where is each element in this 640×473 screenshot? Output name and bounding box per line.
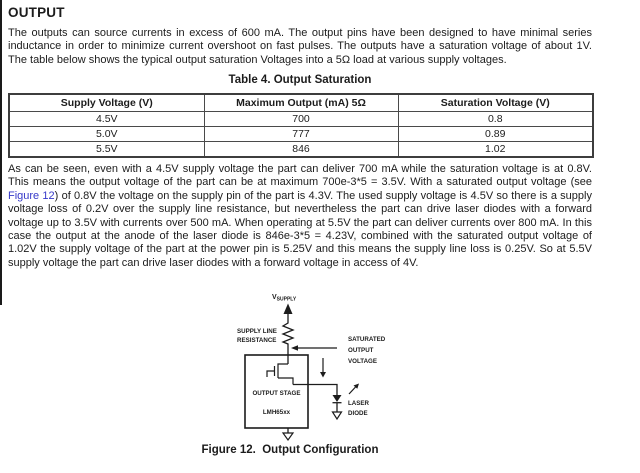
supply-arrow-icon — [284, 304, 293, 315]
part-number-label: LMH65xx — [262, 409, 291, 416]
transistor-icon — [267, 364, 293, 385]
cell-max-output: 700 — [204, 112, 398, 127]
cell-supply-voltage: 5.5V — [9, 142, 204, 158]
supply-line-resistance-label-2: RESISTANCE — [237, 337, 277, 344]
output-configuration-diagram — [220, 288, 420, 442]
ground-arrow-icon — [283, 428, 293, 440]
laser-emission-arrow-icon — [349, 384, 359, 395]
table-row — [9, 127, 593, 142]
figure-caption: Figure 12. Output Configuration — [201, 444, 379, 456]
table-row — [9, 112, 593, 127]
laser-diode-icon — [333, 395, 342, 419]
analysis-paragraph — [8, 163, 592, 270]
cell-supply-voltage: 5.0V — [9, 127, 204, 142]
intro-paragraph: The outputs can source currents in excess of 600 mA. The output pins have been designed to have minimal series inductance in order to minimize current overshoot on fast pulses. The outputs have a saturation voltage of about 1V. The table below shows the typical output saturation Voltages into a 5Ω load at various supply voltages. — [8, 27, 592, 66]
saturated-output-voltage-label-1: SATURATED — [348, 336, 386, 343]
cell-saturation-voltage: 0.89 — [398, 127, 593, 142]
table-title: Table 4. Output Saturation — [228, 74, 372, 86]
down-arrow-icon — [320, 372, 326, 378]
cell-saturation-voltage: 0.8 — [398, 112, 593, 127]
section-heading: OUTPUT — [8, 5, 65, 20]
paragraph-text: ) of 0.8V the voltage on the supply pin of the part is 4.3V. The used supply voltage is 4.5V so there is a supply voltage loss of 0.2V over the supply line resistance, but nevertheless the part can drive laser diodes with a forward voltage up to 3.5V with currents over 500 mA. When operating at 5.5V the part can deliver currents over 800 mA. In this case the output at the anode of the laser diode is 846e-3*5 = 4.23V, combined with the saturated output voltage of 1.02V the supply voltage of the part at the power pin is 5.25V and this means the supply line loss is 0.25V. So at 5.5V supply voltage the part can drive laser diodes with a forward voltage in access of 4V. — [8, 189, 592, 269]
laser-diode-label-1: LASER — [348, 400, 369, 407]
figure-12-link[interactable]: Figure 12 — [8, 189, 55, 202]
vsupply-label: $V_{SUPPLY}$ — [272, 294, 297, 303]
table-row — [9, 142, 593, 158]
supply-line-resistance-label-1: SUPPLY LINE — [237, 328, 277, 335]
output-stage-label: OUTPUT STAGE — [252, 390, 301, 397]
cell-max-output: 846 — [204, 142, 398, 158]
paragraph-text: As can be seen, even with a 4.5V supply voltage the part can deliver 700 mA while the saturation voltage is at 0.8V. This means the output voltage of the part can be at maximum 700e-3*5 = 3.5V. With a saturated output voltage (see — [8, 163, 592, 189]
saturated-output-voltage-label-3: VOLTAGE — [348, 358, 377, 365]
cell-supply-voltage: 4.5V — [9, 112, 204, 127]
left-arrow-icon — [291, 345, 298, 351]
col-header-supply-voltage: Supply Voltage (V) — [9, 94, 204, 112]
cell-max-output: 777 — [204, 127, 398, 142]
supply-line-resistor — [283, 313, 293, 364]
table-header-row — [9, 94, 593, 112]
output-saturation-table — [8, 93, 594, 158]
laser-diode-label-2: DIODE — [348, 410, 368, 417]
col-header-saturation-voltage: Saturation Voltage (V) — [398, 94, 593, 112]
page-edge-line — [0, 0, 2, 305]
cell-saturation-voltage: 1.02 — [398, 142, 593, 158]
col-header-max-output: Maximum Output (mA) 5Ω — [204, 94, 398, 112]
saturated-output-voltage-label-2: OUTPUT — [348, 347, 374, 354]
